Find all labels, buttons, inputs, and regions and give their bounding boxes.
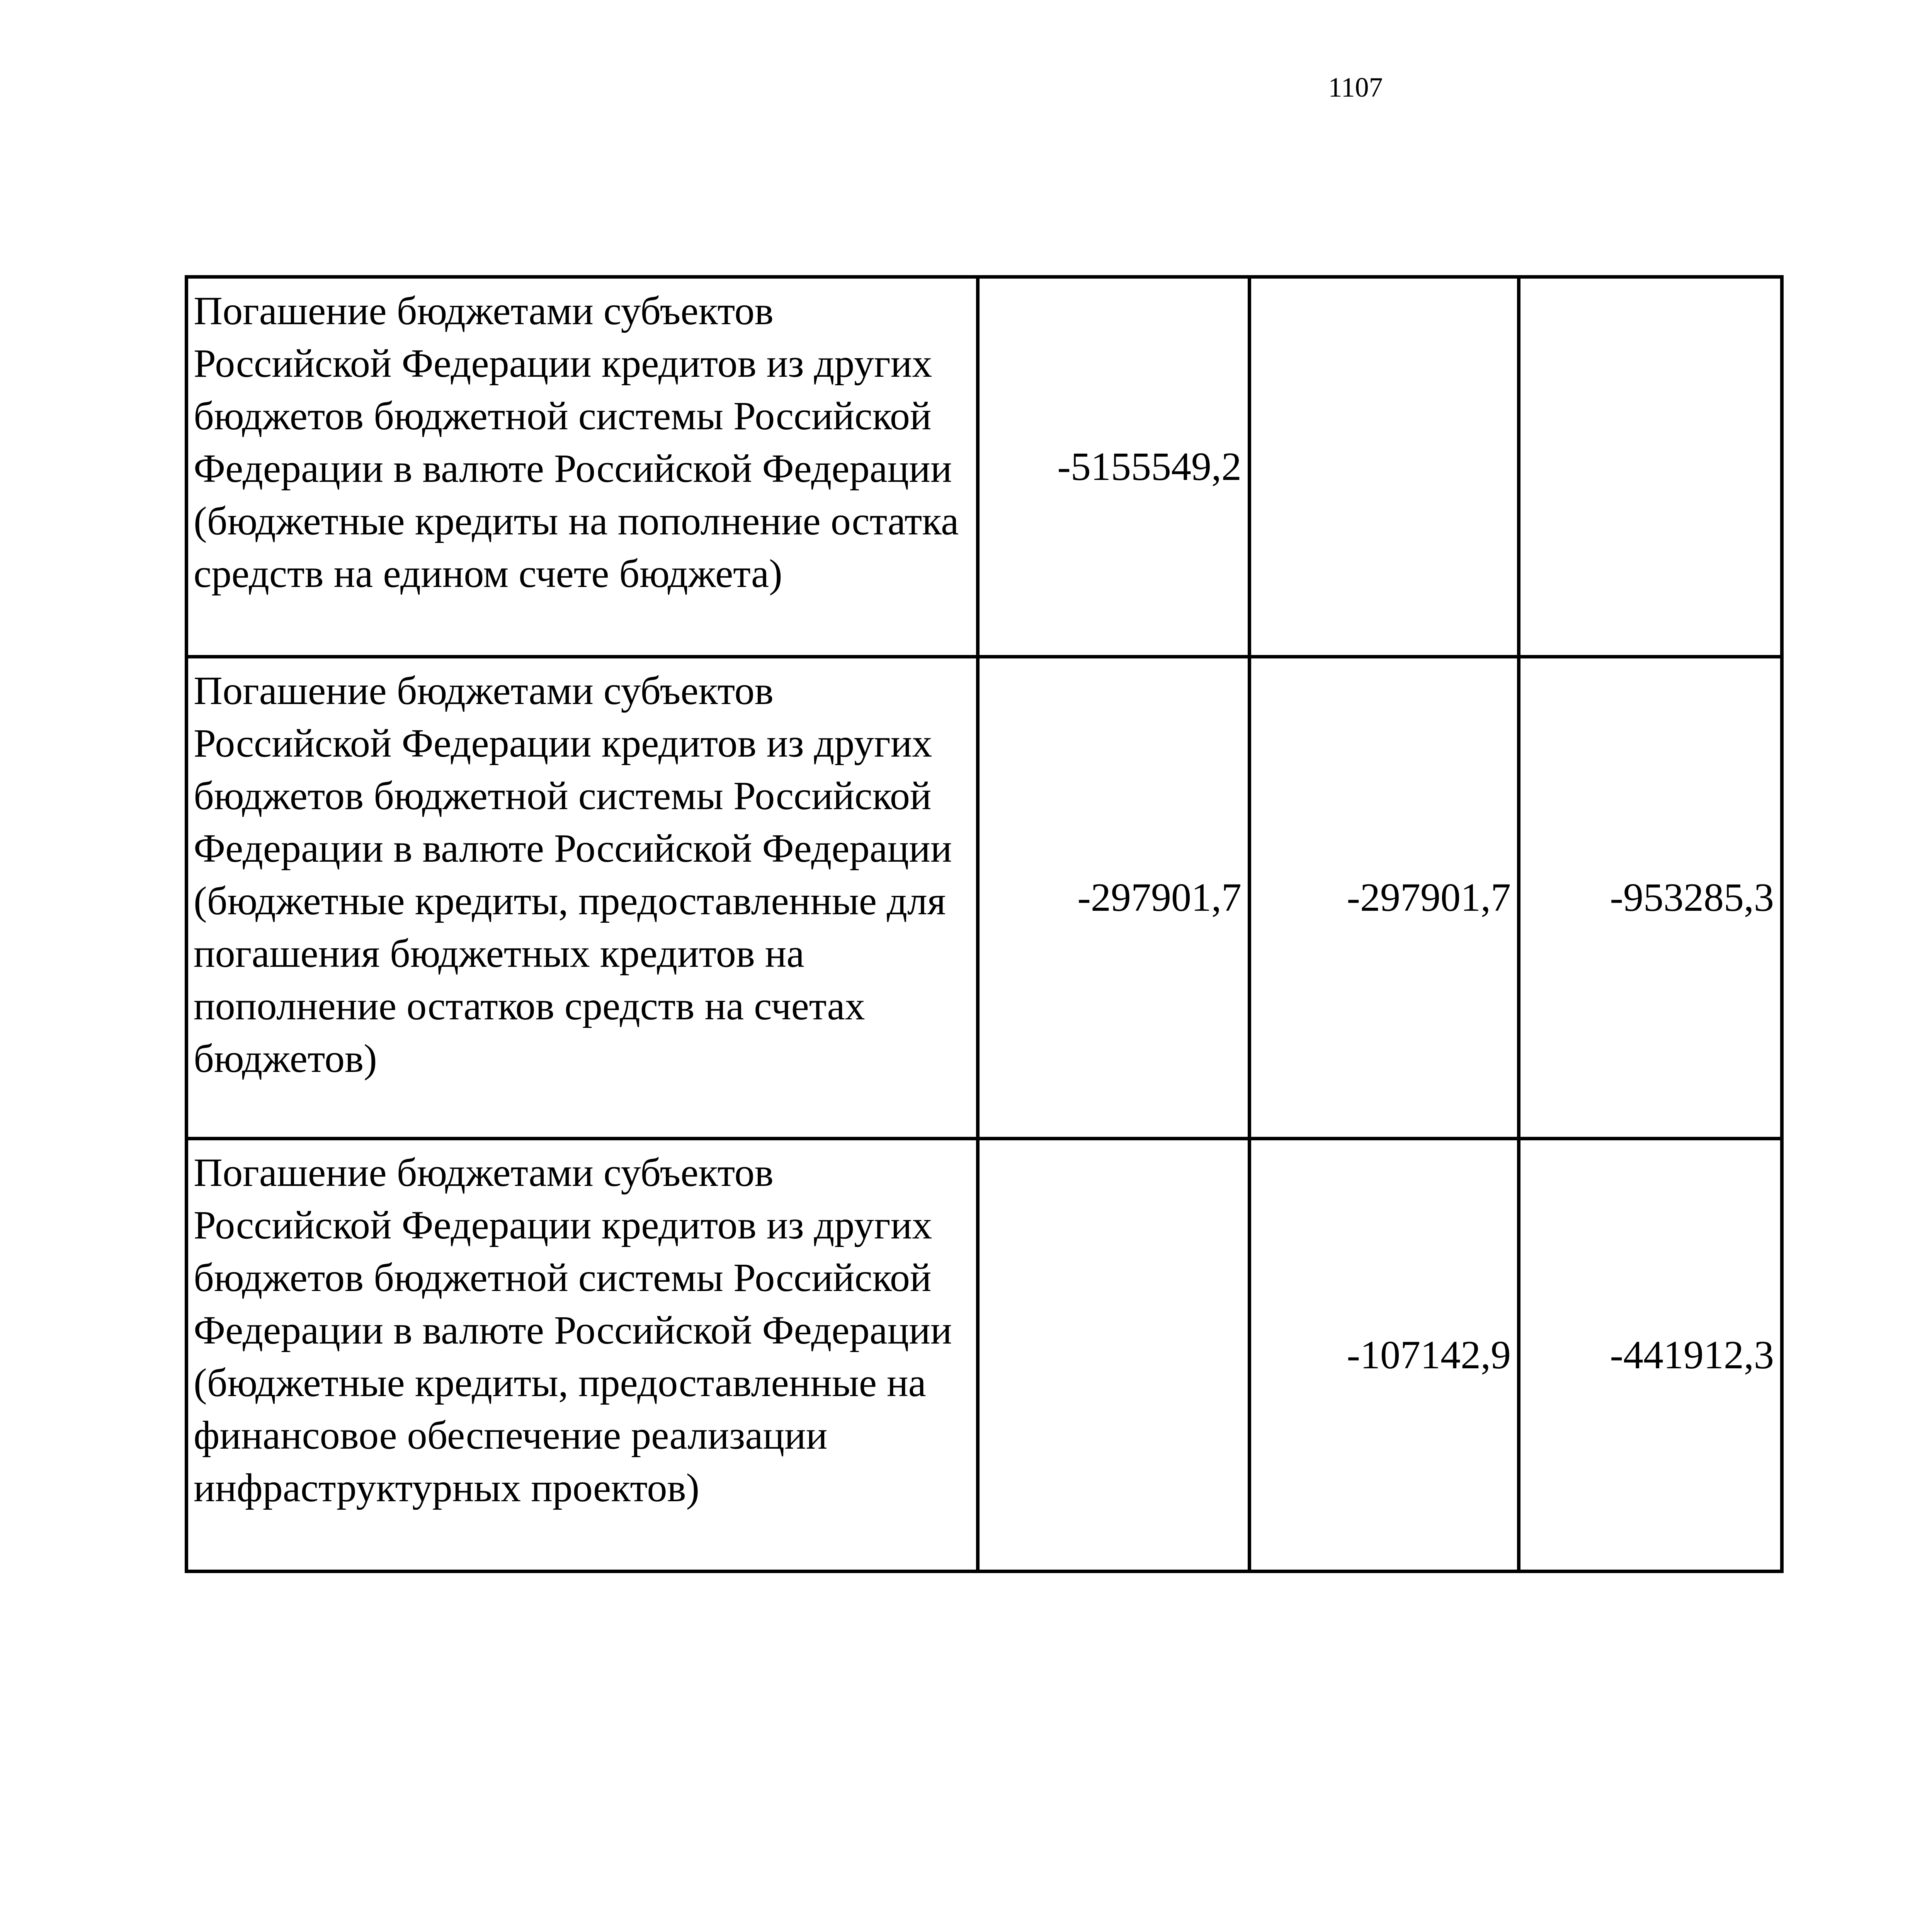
- table-row: [187, 277, 1782, 657]
- row-description: Погашение бюджетами субъектов Российской Федерации кредитов из других бюджетов бюджетной системы Российской Федерации в валюте Российской Федерации (бюджетные кредиты, предоставленные для погашения бюджетных кредитов на пополнение остатков средств на счетах бюджетов): [187, 657, 978, 1139]
- row-value-1: -5155549,2: [978, 277, 1250, 657]
- page-number: 1107: [1328, 72, 1383, 103]
- row-value-2: -297901,7: [1250, 657, 1519, 1139]
- row-value-3: -441912,3: [1519, 1139, 1782, 1572]
- row-value-2: [1250, 277, 1519, 657]
- row-value-3: -953285,3: [1519, 657, 1782, 1139]
- table-row: [187, 657, 1782, 1139]
- row-value-1: [978, 1139, 1250, 1572]
- row-value-1: -297901,7: [978, 657, 1250, 1139]
- row-value-2: -107142,9: [1250, 1139, 1519, 1572]
- table-row: [187, 1139, 1782, 1572]
- row-value-3: [1519, 277, 1782, 657]
- row-description: Погашение бюджетами субъектов Российской Федерации кредитов из других бюджетов бюджетной системы Российской Федерации в валюте Российской Федерации (бюджетные кредиты на пополнение остатка средств на едином счете бюджета): [187, 277, 978, 657]
- budget-table: [185, 275, 1784, 1573]
- row-description: Погашение бюджетами субъектов Российской Федерации кредитов из других бюджетов бюджетной системы Российской Федерации в валюте Российской Федерации (бюджетные кредиты, предоставленные на финансовое обеспечение реализации инфраструктурных проектов): [187, 1139, 978, 1572]
